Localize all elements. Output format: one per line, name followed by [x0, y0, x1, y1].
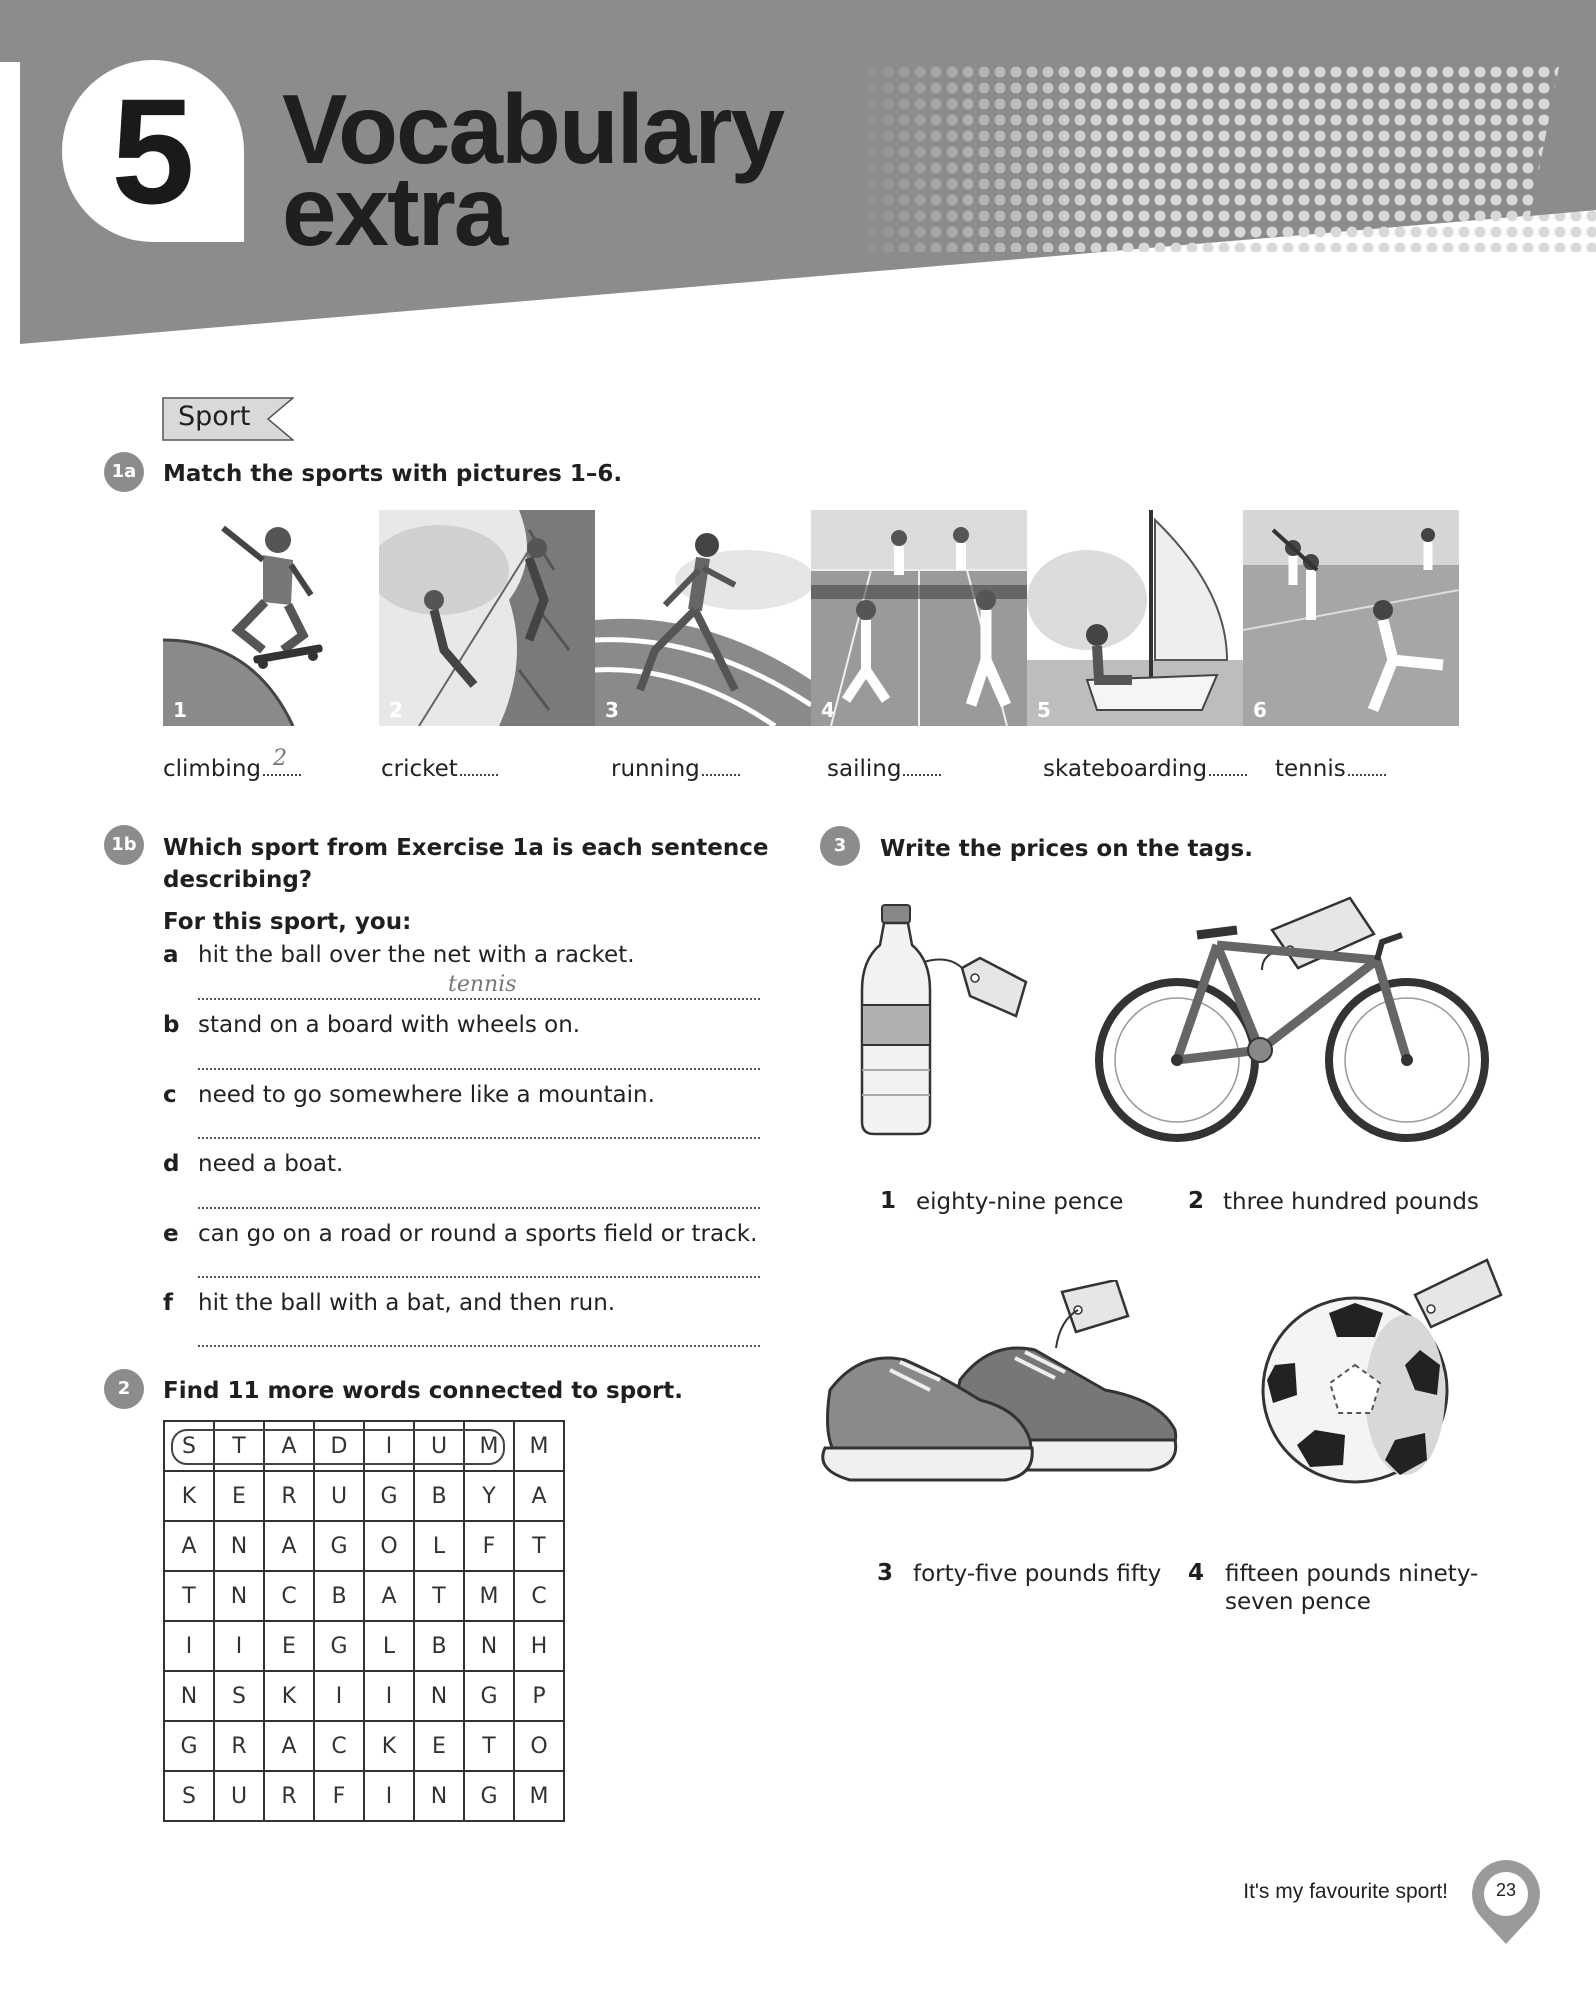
example-word-circle: [171, 1429, 505, 1465]
grid-cell[interactable]: M: [464, 1571, 514, 1621]
grid-cell[interactable]: A: [264, 1421, 314, 1471]
answer-blank[interactable]: [1348, 772, 1386, 776]
grid-cell[interactable]: N: [214, 1521, 264, 1571]
word-skateboarding: [1043, 756, 1247, 782]
grid-cell[interactable]: E: [264, 1621, 314, 1671]
grid-cell[interactable]: N: [214, 1571, 264, 1621]
grid-cell[interactable]: A: [514, 1471, 564, 1521]
grid-cell[interactable]: G: [364, 1471, 414, 1521]
grid-cell[interactable]: S: [164, 1771, 214, 1821]
section-label: Sport: [178, 401, 251, 432]
grid-cell[interactable]: O: [364, 1521, 414, 1571]
grid-cell[interactable]: I: [364, 1771, 414, 1821]
unit-number: 5: [111, 67, 195, 235]
grid-cell[interactable]: C: [264, 1571, 314, 1621]
grid-cell[interactable]: B: [314, 1571, 364, 1621]
grid-cell[interactable]: Y: [464, 1471, 514, 1521]
grid-cell[interactable]: G: [314, 1521, 364, 1571]
grid-cell[interactable]: M: [464, 1421, 514, 1471]
grid-cell[interactable]: G: [314, 1621, 364, 1671]
grid-cell[interactable]: A: [364, 1571, 414, 1621]
picture-number: 2: [389, 698, 403, 722]
grid-cell[interactable]: N: [164, 1671, 214, 1721]
word-sailing: [827, 756, 941, 782]
answer-blank[interactable]: [460, 772, 498, 776]
grid-cell[interactable]: T: [414, 1571, 464, 1621]
item-letter-e: e: [163, 1221, 179, 1247]
price-item-text-1: eighty-nine pence: [916, 1189, 1124, 1215]
picture-5[interactable]: [1027, 510, 1243, 726]
grid-cell[interactable]: G: [464, 1671, 514, 1721]
grid-row: [164, 1621, 564, 1671]
grid-cell[interactable]: I: [314, 1671, 364, 1721]
grid-cell[interactable]: K: [364, 1721, 414, 1771]
grid-cell[interactable]: G: [464, 1771, 514, 1821]
word-label: climbing: [163, 756, 261, 782]
grid-cell[interactable]: L: [364, 1621, 414, 1671]
skateboarder-icon: [163, 510, 379, 726]
picture-number: 3: [605, 698, 619, 722]
item-text-f: hit the ball with a bat, and then run.: [198, 1290, 616, 1316]
word-tennis: [1275, 756, 1386, 782]
price-item-number-2: 2: [1188, 1188, 1205, 1214]
grid-row: [164, 1721, 564, 1771]
answer-blank[interactable]: [903, 772, 941, 776]
grid-cell[interactable]: E: [214, 1471, 264, 1521]
grid-cell[interactable]: H: [514, 1621, 564, 1671]
water-bottle-icon: [850, 900, 1030, 1140]
grid-cell[interactable]: M: [514, 1771, 564, 1821]
answer-line-b[interactable]: [198, 1068, 760, 1070]
exercise-1b-instruction-line1: Which sport from Exercise 1a is each sentence: [163, 835, 769, 861]
picture-number: 5: [1037, 698, 1051, 722]
grid-cell[interactable]: R: [264, 1471, 314, 1521]
picture-1[interactable]: [163, 510, 379, 726]
word-label: sailing: [827, 756, 902, 782]
grid-cell[interactable]: I: [214, 1621, 264, 1671]
item-text-a: hit the ball over the net with a racket.: [198, 942, 635, 968]
answer-line-f[interactable]: [198, 1345, 760, 1347]
word-search-grid[interactable]: [163, 1420, 565, 1822]
grid-cell[interactable]: L: [414, 1521, 464, 1571]
exercise-3-instruction: Write the prices on the tags.: [880, 836, 1253, 862]
grid-cell[interactable]: T: [164, 1571, 214, 1621]
word-label: running: [611, 756, 700, 782]
footer-caption: It's my favourite sport!: [1243, 1880, 1448, 1903]
grid-cell[interactable]: K: [264, 1671, 314, 1721]
runner-icon: [595, 510, 811, 726]
grid-cell[interactable]: R: [214, 1721, 264, 1771]
grid-cell[interactable]: C: [314, 1721, 364, 1771]
page-number: 23: [1495, 1880, 1517, 1900]
picture-3[interactable]: [595, 510, 811, 726]
page-pin-icon: [1470, 1858, 1542, 1948]
sailing-boat-icon: [1027, 510, 1243, 726]
price-item-text-2: three hundred pounds: [1223, 1189, 1479, 1215]
answer-line-d[interactable]: [198, 1207, 760, 1209]
grid-cell[interactable]: O: [514, 1721, 564, 1771]
grid-cell[interactable]: C: [514, 1571, 564, 1621]
item-letter-c: c: [163, 1082, 177, 1108]
item-text-d: need a boat.: [198, 1151, 344, 1177]
exercise-badge-1a: 1a: [104, 452, 144, 492]
answer-blank[interactable]: [702, 772, 740, 776]
grid-cell[interactable]: N: [464, 1621, 514, 1671]
word-cricket: [381, 756, 498, 782]
exercise-badge-3: 3: [820, 826, 860, 866]
picture-number: 1: [173, 698, 187, 722]
grid-row: [164, 1671, 564, 1721]
grid-cell[interactable]: F: [314, 1771, 364, 1821]
page-title-line1: Vocabulary: [282, 74, 784, 184]
price-item-text-4-line1: fifteen pounds ninety-: [1225, 1561, 1479, 1587]
price-item-number-1: 1: [880, 1188, 897, 1214]
word-climbing: [163, 746, 301, 782]
trainers-icon: [820, 1280, 1190, 1510]
price-item-number-4: 4: [1188, 1560, 1205, 1586]
picture-6[interactable]: [1243, 510, 1459, 726]
grid-cell[interactable]: D: [314, 1421, 364, 1471]
grid-cell[interactable]: S: [164, 1421, 214, 1471]
grid-cell[interactable]: N: [414, 1771, 464, 1821]
exercise-1b-instruction-line2: describing?: [163, 867, 313, 893]
grid-cell[interactable]: S: [214, 1671, 264, 1721]
grid-cell[interactable]: B: [414, 1621, 464, 1671]
picture-2[interactable]: [379, 510, 595, 726]
grid-cell[interactable]: P: [514, 1671, 564, 1721]
exercise-1a-instruction: Match the sports with pictures 1–6.: [163, 461, 623, 487]
grid-cell[interactable]: N: [414, 1671, 464, 1721]
price-item-number-3: 3: [877, 1560, 894, 1586]
grid-cell[interactable]: M: [514, 1421, 564, 1471]
answer-blank[interactable]: [263, 746, 301, 776]
picture-4[interactable]: [811, 510, 1027, 726]
grid-cell[interactable]: F: [464, 1521, 514, 1571]
grid-cell[interactable]: K: [164, 1471, 214, 1521]
grid-cell[interactable]: A: [264, 1521, 314, 1571]
exercise-badge-1b: 1b: [104, 825, 144, 865]
grid-cell[interactable]: R: [264, 1771, 314, 1821]
grid-cell[interactable]: U: [314, 1471, 364, 1521]
exercise-2-instruction: Find 11 more words connected to sport.: [163, 1378, 684, 1404]
picture-number: 4: [821, 698, 835, 722]
item-text-b: stand on a board with wheels on.: [198, 1012, 581, 1038]
answer-line-c[interactable]: [198, 1137, 760, 1139]
item-text-e: can go on a road or round a sports field or track.: [198, 1221, 758, 1247]
word-label: tennis: [1275, 756, 1346, 782]
word-label: cricket: [381, 756, 458, 782]
word-running: [611, 756, 740, 782]
answer-blank[interactable]: [1209, 772, 1247, 776]
grid-cell[interactable]: U: [414, 1421, 464, 1471]
answer-line-a[interactable]: [198, 998, 760, 1000]
section-tag: [162, 397, 294, 441]
grid-cell[interactable]: T: [514, 1521, 564, 1571]
grid-cell[interactable]: I: [164, 1621, 214, 1671]
grid-row: [164, 1571, 564, 1621]
item-letter-d: d: [163, 1151, 180, 1177]
tennis-players-icon: [811, 510, 1027, 726]
grid-cell[interactable]: T: [464, 1721, 514, 1771]
grid-row: [164, 1771, 564, 1821]
grid-cell[interactable]: E: [414, 1721, 464, 1771]
grid-cell[interactable]: T: [214, 1421, 264, 1471]
grid-cell[interactable]: I: [364, 1671, 414, 1721]
price-item-text-4-line2: seven pence: [1225, 1589, 1371, 1615]
football-icon: [1255, 1255, 1515, 1495]
exercise-badge-2: 2: [104, 1369, 144, 1409]
grid-row: [164, 1471, 564, 1521]
answer-line-e[interactable]: [198, 1276, 760, 1278]
answer-handwritten-a: tennis: [448, 972, 517, 997]
page-title-line2: extra: [282, 156, 507, 266]
grid-cell[interactable]: B: [414, 1471, 464, 1521]
item-letter-b: b: [163, 1012, 180, 1038]
grid-cell[interactable]: A: [264, 1721, 314, 1771]
answer-handwritten: 2: [273, 746, 287, 771]
item-text-c: need to go somewhere like a mountain.: [198, 1082, 655, 1108]
grid-cell[interactable]: G: [164, 1721, 214, 1771]
word-label: skateboarding: [1043, 756, 1208, 782]
price-item-text-3: forty-five pounds fifty: [913, 1561, 1162, 1587]
grid-cell[interactable]: I: [364, 1421, 414, 1471]
climbers-icon: [379, 510, 595, 726]
item-letter-f: f: [163, 1290, 174, 1316]
bicycle-icon: [1092, 890, 1492, 1170]
grid-row: [164, 1521, 564, 1571]
cricket-players-icon: [1243, 510, 1459, 726]
exercise-1b-lead: For this sport, you:: [163, 909, 412, 935]
picture-number: 6: [1253, 698, 1267, 722]
grid-cell[interactable]: A: [164, 1521, 214, 1571]
item-letter-a: a: [163, 942, 179, 968]
grid-cell[interactable]: U: [214, 1771, 264, 1821]
